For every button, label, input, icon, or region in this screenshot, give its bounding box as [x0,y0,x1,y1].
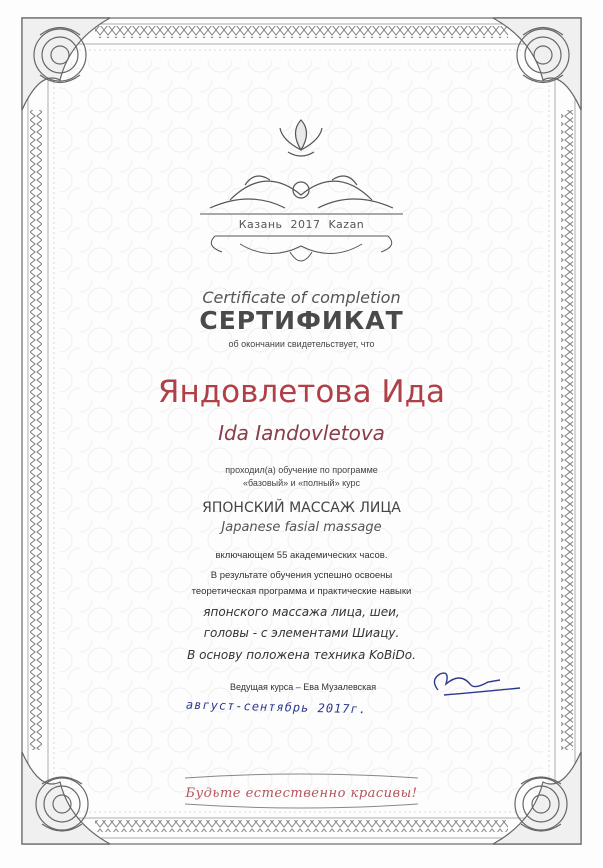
result-line-2: теоретическая программа и практические навыки [191,586,412,597]
slogan: Будьте естественно красивы! [185,786,418,801]
certificate-subtitle: об окончании свидетельствует, что [228,339,375,349]
course-leader: Ведущая курса – Ева Музалевская [230,682,377,692]
city-en: Kazan [328,218,365,231]
result-line-1: В результате обучения успешно освоены [210,570,393,581]
hours-line: включающем 55 академических часов. [215,550,388,561]
city-year-line [0,218,603,231]
recipient-name-en: Ida Iandovletova [218,421,385,445]
program-line-2: «базовый» и «полный» курс [242,478,361,488]
program-line-1: проходил(а) обучение по программе [225,465,378,475]
certificate-title-en: Certificate of completion [202,288,401,307]
city-ru: Казань [238,218,283,231]
handwritten-date: август-сентябрь 2017г. [185,697,368,717]
course-title-ru: ЯПОНСКИЙ МАССАЖ ЛИЦА [202,500,401,516]
recipient-name-ru: Яндовлетова Ида [157,374,446,410]
course-title-en: Japanese fasial massage [221,520,382,535]
year: 2017 [290,218,321,231]
certificate-title-ru: СЕРТИФИКАТ [199,306,404,335]
technique-line: В основу положена техника KoBiDo. [187,648,416,662]
skills-line-2: головы - с элементами Шиацу. [203,626,400,640]
skills-line-1: японского массажа лица, шеи, [203,605,400,619]
